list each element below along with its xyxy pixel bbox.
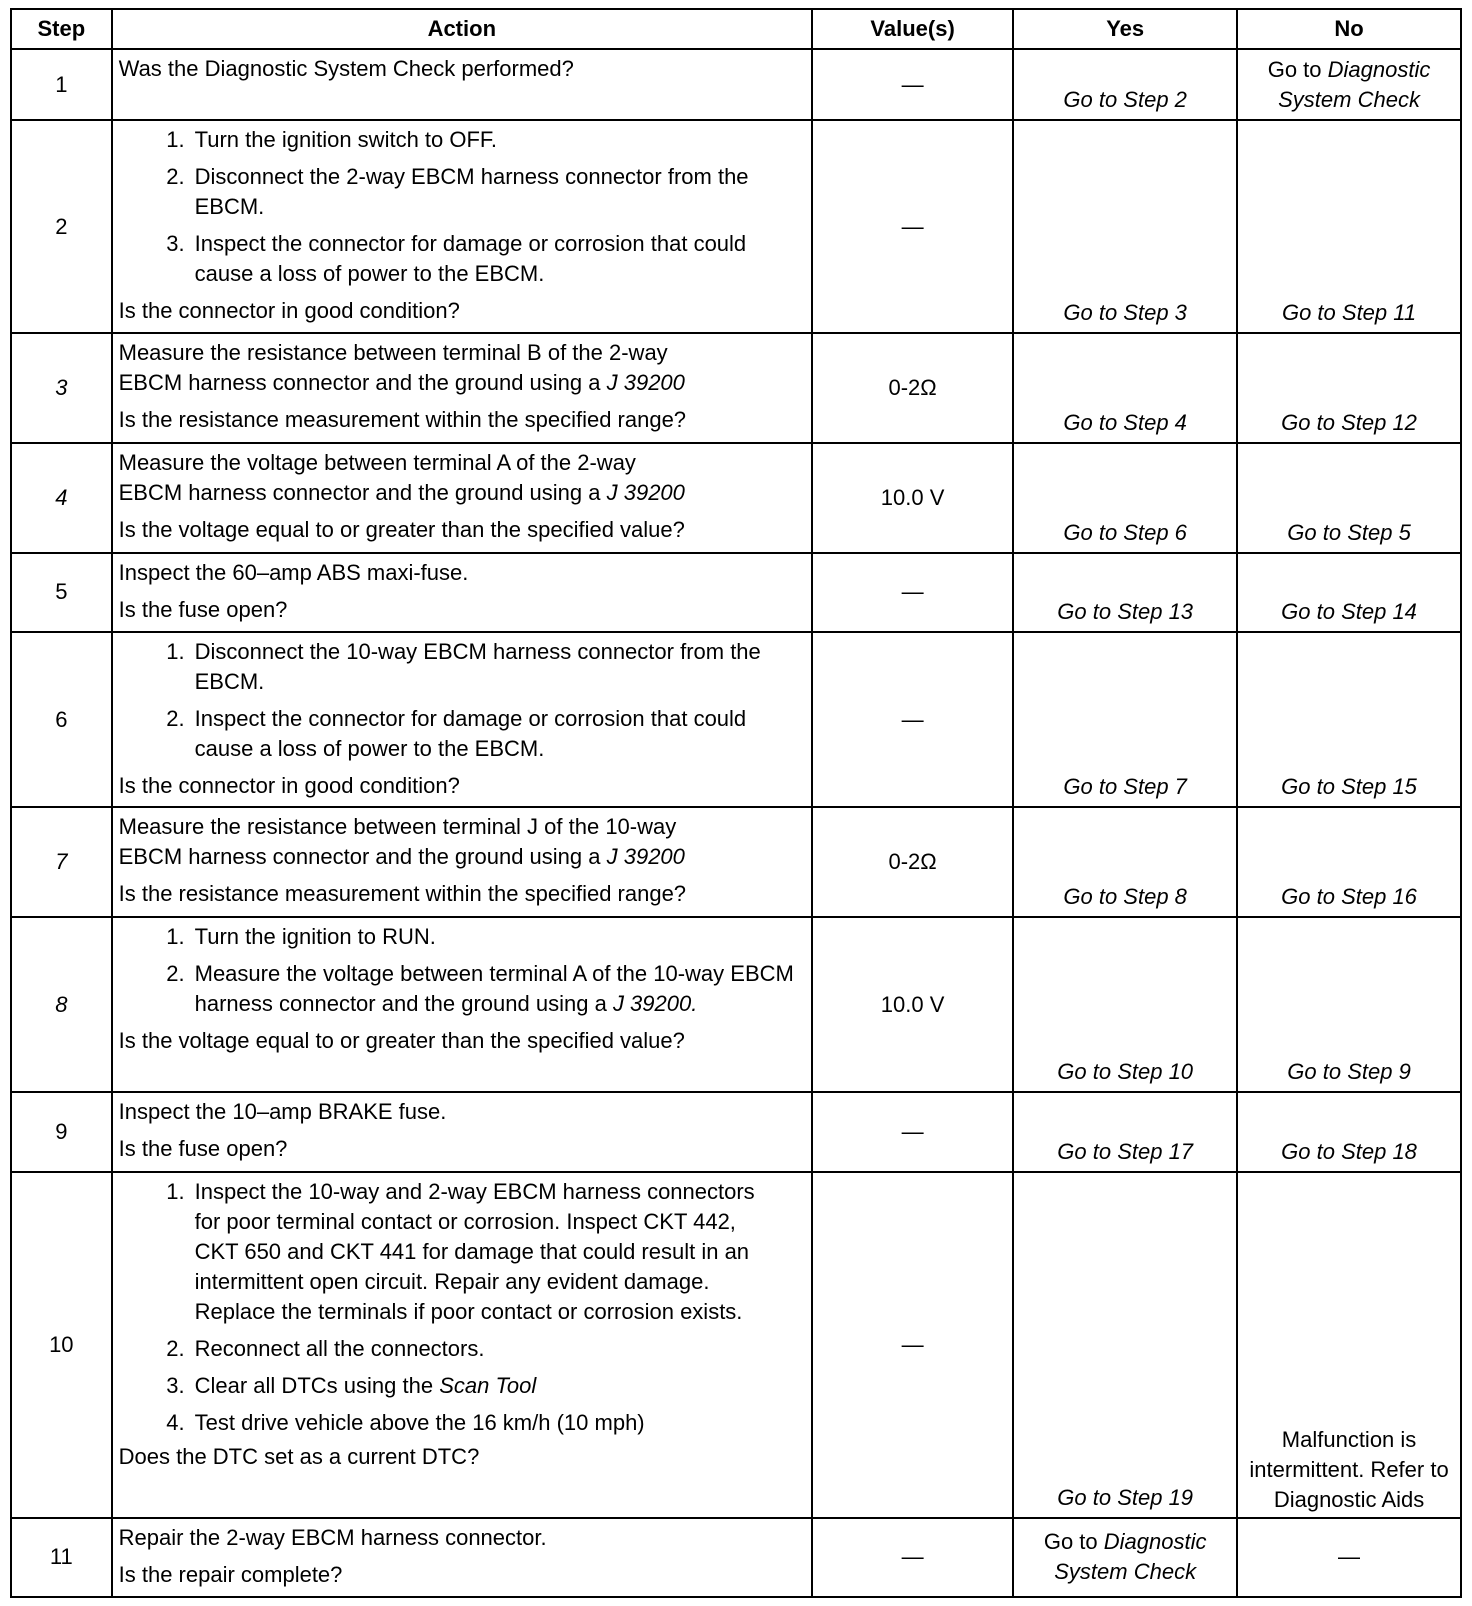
item-number: 4. [166,1409,185,1435]
item-number: 2. [166,706,185,732]
value-cell: 0-2Ω [812,333,1013,443]
tool-name: J 39200 [606,844,685,870]
item-text: Disconnect the 2-way EBCM harness connector from the EBCM. [194,164,749,220]
yes-cell [1013,1518,1237,1597]
value-cell: — [812,1518,1013,1597]
question-text: Is the fuse open? [118,596,288,622]
value-cell: — [812,120,1013,333]
question-text: Is the voltage equal to or greater than the specified value? [118,516,685,542]
value-cell: — [812,1092,1013,1171]
value-cell: — [812,553,1013,632]
step-number: 10 [11,1172,112,1518]
item-text: Inspect the 10-way and 2-way EBCM harness connectors for poor terminal contact or corrosion. Inspect CKT 442, CKT 650 and CKT 441 for damage that could result in an intermittent open circuit. Repair any evident damage. Replace the terminals if poor contact or corrosion exists. [194,1178,755,1324]
no-cell: Go to Step 18 [1237,1092,1461,1171]
question-text: Is the fuse open? [118,1136,288,1162]
item-number: 1. [166,1178,185,1204]
table-row [11,807,1461,917]
step-number: 7 [11,807,112,917]
question-text: Is the voltage equal to or greater than the specified value? [118,1028,685,1054]
table-header-row [11,9,1461,49]
header-action: Action [112,9,812,49]
item-text: Disconnect the 10-way EBCM harness connector from the EBCM. [194,639,761,695]
step-number: 9 [11,1092,112,1171]
action-text: EBCM harness connector and the ground using a [118,369,601,395]
item-text: Turn the ignition switch to OFF. [194,127,498,153]
action-cell [112,632,812,807]
yes-link-2: System Check [1054,1559,1197,1585]
yes-cell: Go to Step 4 [1013,333,1237,443]
table-row [11,553,1461,632]
item-number: 2. [166,961,185,987]
action-cell [112,807,812,917]
action-cell [112,49,812,120]
action-cell [112,1172,812,1518]
no-cell [1237,49,1461,120]
yes-cell: Go to Step 19 [1013,1172,1237,1518]
action-text: Measure the voltage between terminal A of the 2-way [118,449,636,475]
item-number: 2. [166,1335,185,1361]
item-number: 2. [166,164,185,190]
tool-name: J 39200 [606,369,685,395]
action-text: Measure the resistance between terminal J of the 10-way [118,814,677,840]
action-cell [112,120,812,333]
no-cell: — [1237,1518,1461,1597]
yes-cell: Go to Step 2 [1013,49,1237,120]
question-text: Does the DTC set as a current DTC? [118,1443,480,1469]
no-cell: Go to Step 14 [1237,553,1461,632]
item-number: 3. [166,1372,185,1398]
item-text: Test drive vehicle above the 16 km/h (10 mph) [194,1409,645,1435]
action-cell [112,917,812,1092]
step-number: 8 [11,917,112,1092]
action-text: EBCM harness connector and the ground using a [118,479,601,505]
header-values: Value(s) [812,9,1013,49]
yes-text: Go to [1043,1529,1098,1555]
item-text: Reconnect all the connectors. [194,1335,485,1361]
yes-cell: Go to Step 7 [1013,632,1237,807]
yes-cell: Go to Step 6 [1013,443,1237,553]
table-row [11,49,1461,120]
yes-cell: Go to Step 17 [1013,1092,1237,1171]
question-text: Is the connector in good condition? [118,773,460,799]
question-text: Is the resistance measurement within the specified range? [118,881,687,907]
value-cell: 0-2Ω [812,807,1013,917]
question-text: Is the resistance measurement within the specified range? [118,406,687,432]
yes-cell: Go to Step 10 [1013,917,1237,1092]
item-number: 1. [166,127,185,153]
value-cell: — [812,632,1013,807]
header-no: No [1237,9,1461,49]
table-row [11,917,1461,1092]
table-row [11,1172,1461,1518]
no-cell: Go to Step 5 [1237,443,1461,553]
header-step: Step [11,9,112,49]
yes-cell: Go to Step 8 [1013,807,1237,917]
tool-name: Scan Tool [439,1372,537,1398]
no-cell: Go to Step 12 [1237,333,1461,443]
table-row [11,1092,1461,1171]
item-text: Measure the voltage between terminal A of the 10-way EBCM harness connector and the ground using a [194,961,794,1017]
step-number: 3 [11,333,112,443]
item-text: Inspect the connector for damage or corrosion that could cause a loss of power to the EBCM. [194,706,747,762]
header-yes: Yes [1013,9,1237,49]
table-row [11,632,1461,807]
diagnostic-table-page [10,8,1462,1598]
item-text: Turn the ignition to RUN. [194,924,436,950]
tool-name: J 39200. [612,991,698,1017]
action-text: EBCM harness connector and the ground using a [118,844,601,870]
value-cell: 10.0 V [812,917,1013,1092]
item-number: 3. [166,231,185,257]
action-cell [112,553,812,632]
step-number: 2 [11,120,112,333]
no-cell: Go to Step 15 [1237,632,1461,807]
tool-name: J 39200 [606,479,685,505]
action-text: Inspect the 60–amp ABS maxi-fuse. [118,559,469,585]
table-row [11,443,1461,553]
table-row [11,1518,1461,1597]
step-number: 1 [11,49,112,120]
item-number: 1. [166,924,185,950]
step-number: 6 [11,632,112,807]
no-cell: Malfunction is intermittent. Refer to Diagnostic Aids [1237,1172,1461,1518]
no-cell: Go to Step 11 [1237,120,1461,333]
yes-cell: Go to Step 13 [1013,553,1237,632]
no-cell: Go to Step 16 [1237,807,1461,917]
yes-cell: Go to Step 3 [1013,120,1237,333]
step-number: 4 [11,443,112,553]
no-link: Diagnostic [1327,56,1431,82]
item-text: Clear all DTCs using the [194,1372,434,1398]
question-text: Is the repair complete? [118,1561,343,1587]
action-cell [112,443,812,553]
item-text: Inspect the connector for damage or corrosion that could cause a loss of power to the EBCM. [194,231,747,287]
value-cell: — [812,1172,1013,1518]
item-number: 1. [166,639,185,665]
action-text: Inspect the 10–amp BRAKE fuse. [118,1099,447,1125]
action-cell [112,1518,812,1597]
value-cell: — [812,49,1013,120]
no-link-2: System Check [1278,86,1420,112]
no-cell: Go to Step 9 [1237,917,1461,1092]
table-row [11,333,1461,443]
question-text: Is the connector in good condition? [118,298,460,324]
step-number: 5 [11,553,112,632]
action-text: Repair the 2-way EBCM harness connector. [118,1524,547,1550]
action-cell [112,333,812,443]
yes-link: Diagnostic [1103,1529,1207,1555]
step-number: 11 [11,1518,112,1597]
value-cell: 10.0 V [812,443,1013,553]
action-cell [112,1092,812,1171]
diagnostic-table [10,8,1462,1598]
no-text: Go to [1267,56,1322,82]
action-text: Measure the resistance between terminal B of the 2-way [118,339,668,365]
action-text: Was the Diagnostic System Check performed? [118,56,574,81]
table-row [11,120,1461,333]
